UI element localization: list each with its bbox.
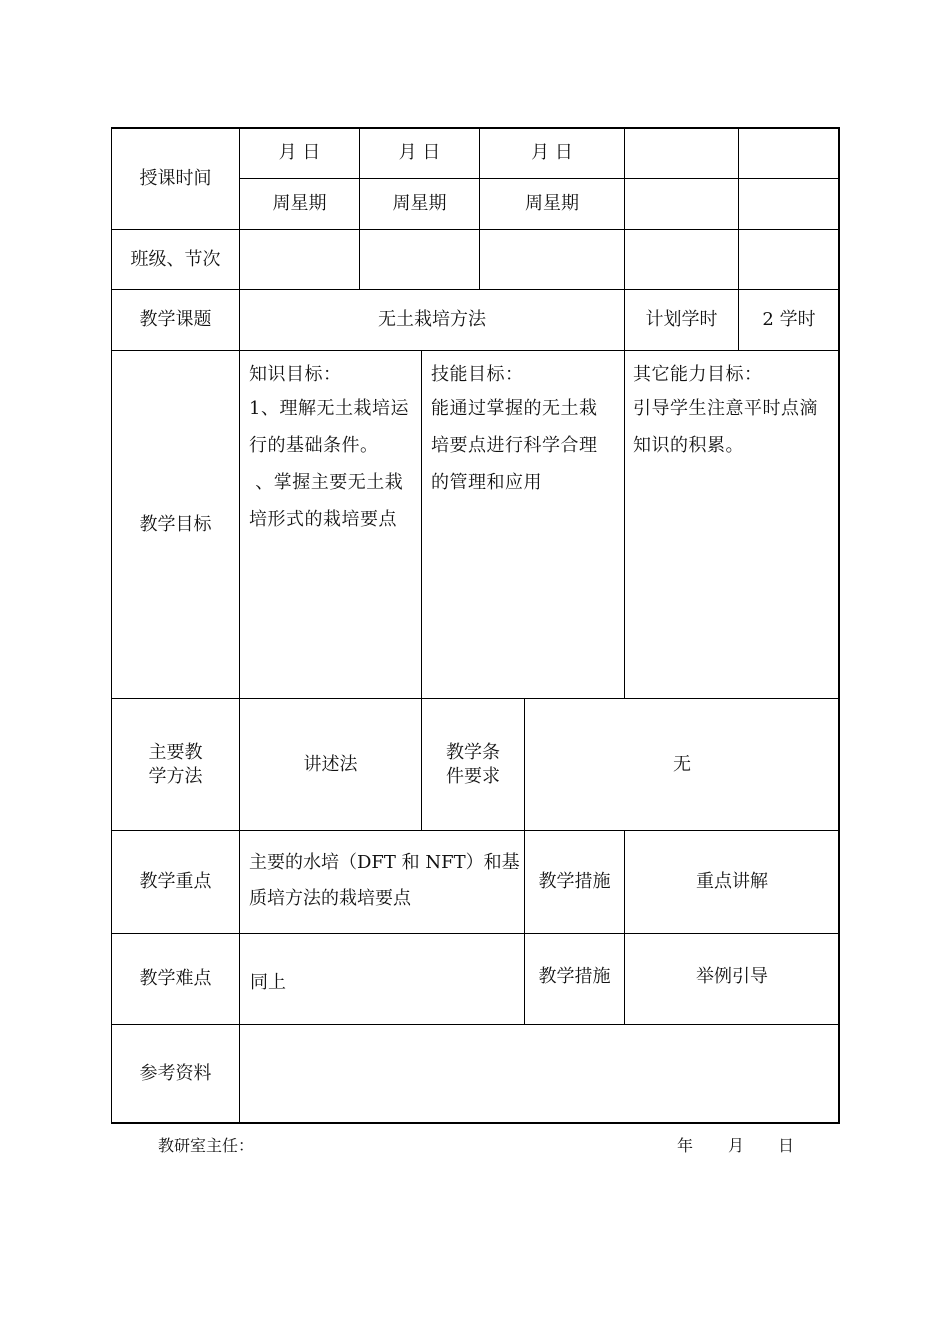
weekday-cell-3: 周星期 [525, 193, 579, 214]
other-title: 其它能力目标： [633, 364, 763, 385]
knowledge-line: 行的基础条件。 [249, 435, 379, 456]
key-points-value [249, 845, 521, 917]
references-label: 参考资料 [139, 1062, 212, 1084]
methods-label-line: 学方法 [148, 765, 203, 787]
topic-label: 教学课题 [139, 309, 212, 330]
col-divider [624, 127, 625, 698]
class-label: 班级、节次 [130, 248, 221, 270]
other-objectives [633, 360, 838, 464]
knowledge-line: 1、理解无土栽培运 [249, 398, 409, 419]
weekday-cell-2: 周星期 [392, 193, 447, 214]
topic-value: 无土栽培方法 [378, 309, 486, 330]
skill-line: 培要点进行科学合理 [431, 435, 598, 456]
other-line: 引导学生注意平时点滴 [633, 398, 818, 419]
weekday-cell-1: 周星期 [272, 193, 327, 214]
hours-label: 计划学时 [645, 309, 718, 330]
date-cell-3: 月 日 [531, 142, 573, 163]
knowledge-line: 培形式的栽培要点 [249, 509, 397, 530]
date-cell-2: 月 日 [398, 142, 441, 163]
key-measure-label: 教学措施 [538, 871, 611, 892]
date-cell-1: 月 日 [278, 142, 321, 163]
key-points-line: 质培方法的栽培要点 [249, 888, 411, 909]
conditions-label-line: 件要求 [446, 765, 500, 787]
footer-day: 日 [778, 1136, 795, 1155]
key-points-line: 主要的水培（DFT 和 NFT）和基 [249, 852, 520, 873]
footer-month: 月 [728, 1136, 745, 1155]
skill-line: 能通过掌握的无土栽 [431, 398, 598, 419]
footer-year: 年 [677, 1136, 694, 1155]
col-divider [239, 127, 240, 1124]
methods-label-line: 主要教 [148, 741, 203, 763]
difficulties-value: 同上 [250, 972, 286, 993]
conditions-label-line: 教学条 [446, 741, 500, 763]
key-measure-value: 重点讲解 [696, 871, 768, 892]
director-signature-label: 教研室主任： [158, 1136, 255, 1155]
methods-value: 讲述法 [303, 753, 358, 775]
difficulty-measure-value: 举例引导 [696, 966, 768, 987]
hours-value: 2 学时 [762, 309, 816, 330]
conditions-label [422, 699, 524, 830]
difficulty-measure-label: 教学措施 [538, 966, 611, 987]
skill-title: 技能目标： [431, 364, 524, 385]
difficulties-label: 教学难点 [139, 968, 212, 989]
key-points-label: 教学重点 [139, 871, 212, 892]
knowledge-title: 知识目标： [249, 364, 342, 385]
skill-line: 的管理和应用 [431, 472, 542, 493]
schedule-label: 授课时间 [139, 167, 212, 189]
other-line: 知识的积累。 [633, 435, 744, 456]
objectives-label: 教学目标 [139, 513, 212, 535]
conditions-value: 无 [673, 753, 691, 775]
knowledge-line: 、掌握主要无土栽 [249, 472, 404, 493]
skill-objectives [431, 360, 623, 501]
methods-label [112, 699, 239, 830]
knowledge-objectives [249, 360, 419, 538]
